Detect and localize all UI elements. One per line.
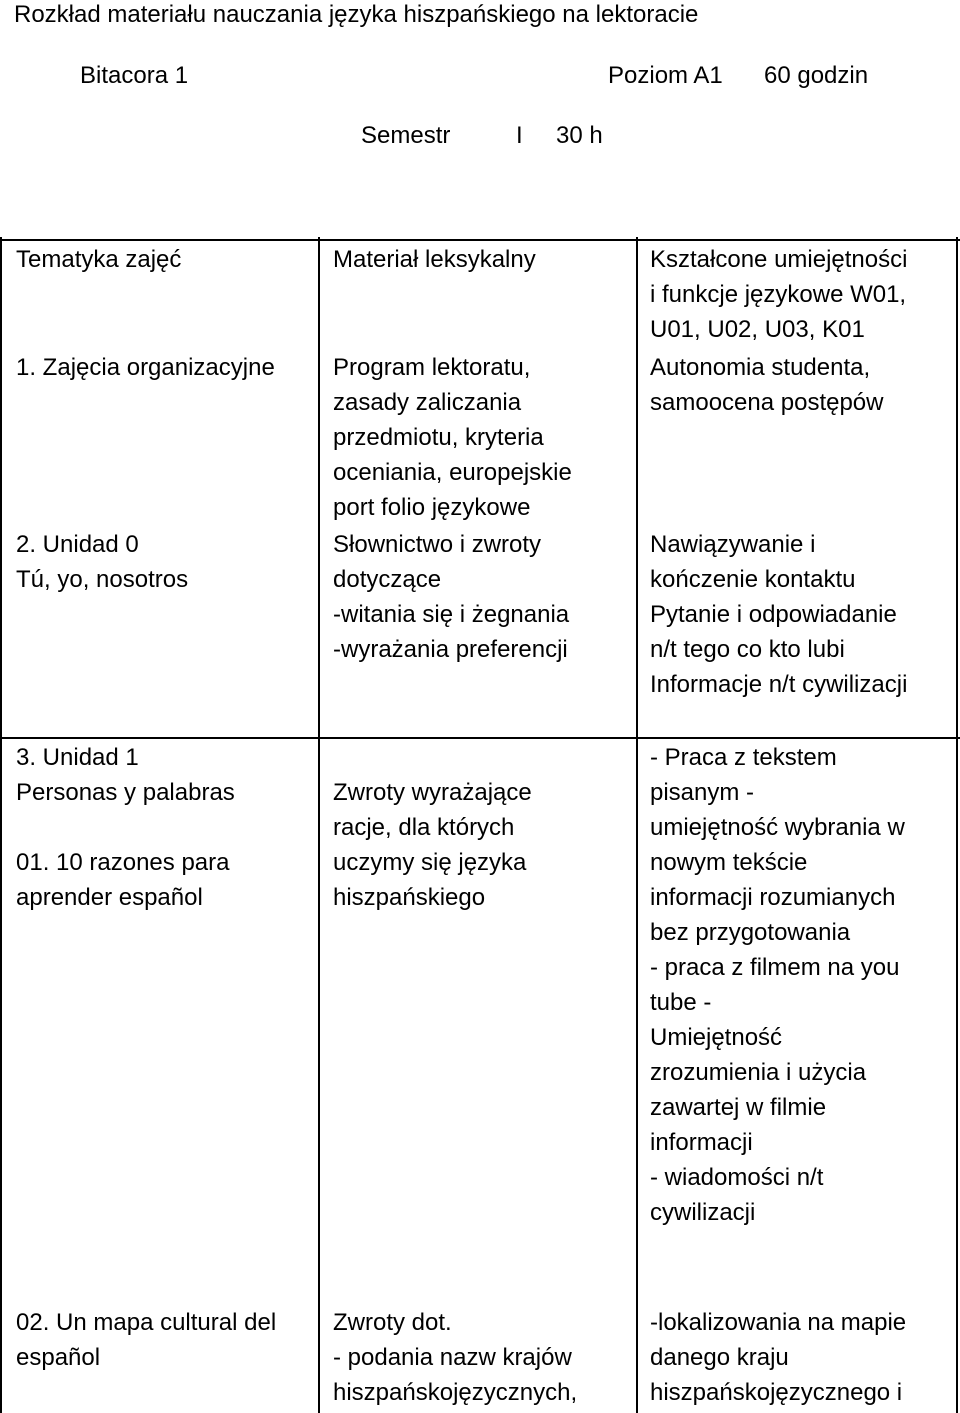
course-name: Bitacora 1	[80, 62, 189, 89]
table-right-border	[956, 237, 958, 1413]
row2-topic: 2. Unidad 0 Tú, yo, nosotros	[16, 531, 189, 593]
row4-skills: -lokalizowania na mapie danego kraju hiszpańskojęzycznego i	[650, 1309, 907, 1406]
column-divider	[636, 237, 638, 1413]
row3-skills: - Praca z tekstem pisanym - umiejętność wybrania w nowym tekście informacji rozumianych bez przygotowania - praca z filmem na you tube - Umiejętność zrozumienia i użycia zawartej w filmie informacji - wiadomości n/t cywilizacji	[650, 744, 905, 1226]
document-title: Rozkład materiału nauczania języka hiszpańskiego na lektoracie	[14, 1, 699, 28]
header-skills: Kształcone umiejętności i funkcje językowe W01, U01, U02, U03, K01	[650, 246, 908, 343]
row2-lexical: Słownictwo i zwroty dotyczące -witania się i żegnania -wyrażania preferencji	[333, 531, 570, 663]
row3-lexical: Zwroty wyrażające racje, dla których uczymy się języka hiszpańskiego	[333, 779, 532, 911]
level-label: Poziom A1	[608, 62, 723, 89]
row2-skills: Nawiązywanie i kończenie kontaktu Pytanie i odpowiadanie n/t tego co kto lubi Informacje n/t cywilizacji	[650, 531, 908, 698]
total-hours: 60 godzin	[764, 62, 869, 89]
semester-number: I	[516, 122, 523, 149]
row4-lexical: Zwroty dot. - podania nazw krajów hiszpańskojęzycznych,	[333, 1309, 578, 1406]
semester-hours: 30 h	[556, 122, 603, 149]
table-top-border	[0, 239, 960, 241]
header-topic: Tematyka zajęć	[16, 246, 182, 273]
column-divider	[318, 237, 320, 1413]
row3-topic: 3. Unidad 1 Personas y palabras 01. 10 razones para aprender español	[16, 744, 235, 911]
row-divider	[0, 737, 960, 739]
row1-lexical: Program lektoratu, zasady zaliczania przedmiotu, kryteria oceniania, europejskie port folio językowe	[333, 354, 572, 521]
row4-topic: 02. Un mapa cultural del español	[16, 1309, 277, 1371]
semester-label: Semestr	[361, 122, 451, 149]
row1-skills: Autonomia studenta, samoocena postępów	[650, 354, 884, 416]
table-left-border	[0, 237, 2, 1413]
row1-topic: 1. Zajęcia organizacyjne	[16, 354, 275, 381]
header-lexical: Materiał leksykalny	[333, 246, 536, 273]
